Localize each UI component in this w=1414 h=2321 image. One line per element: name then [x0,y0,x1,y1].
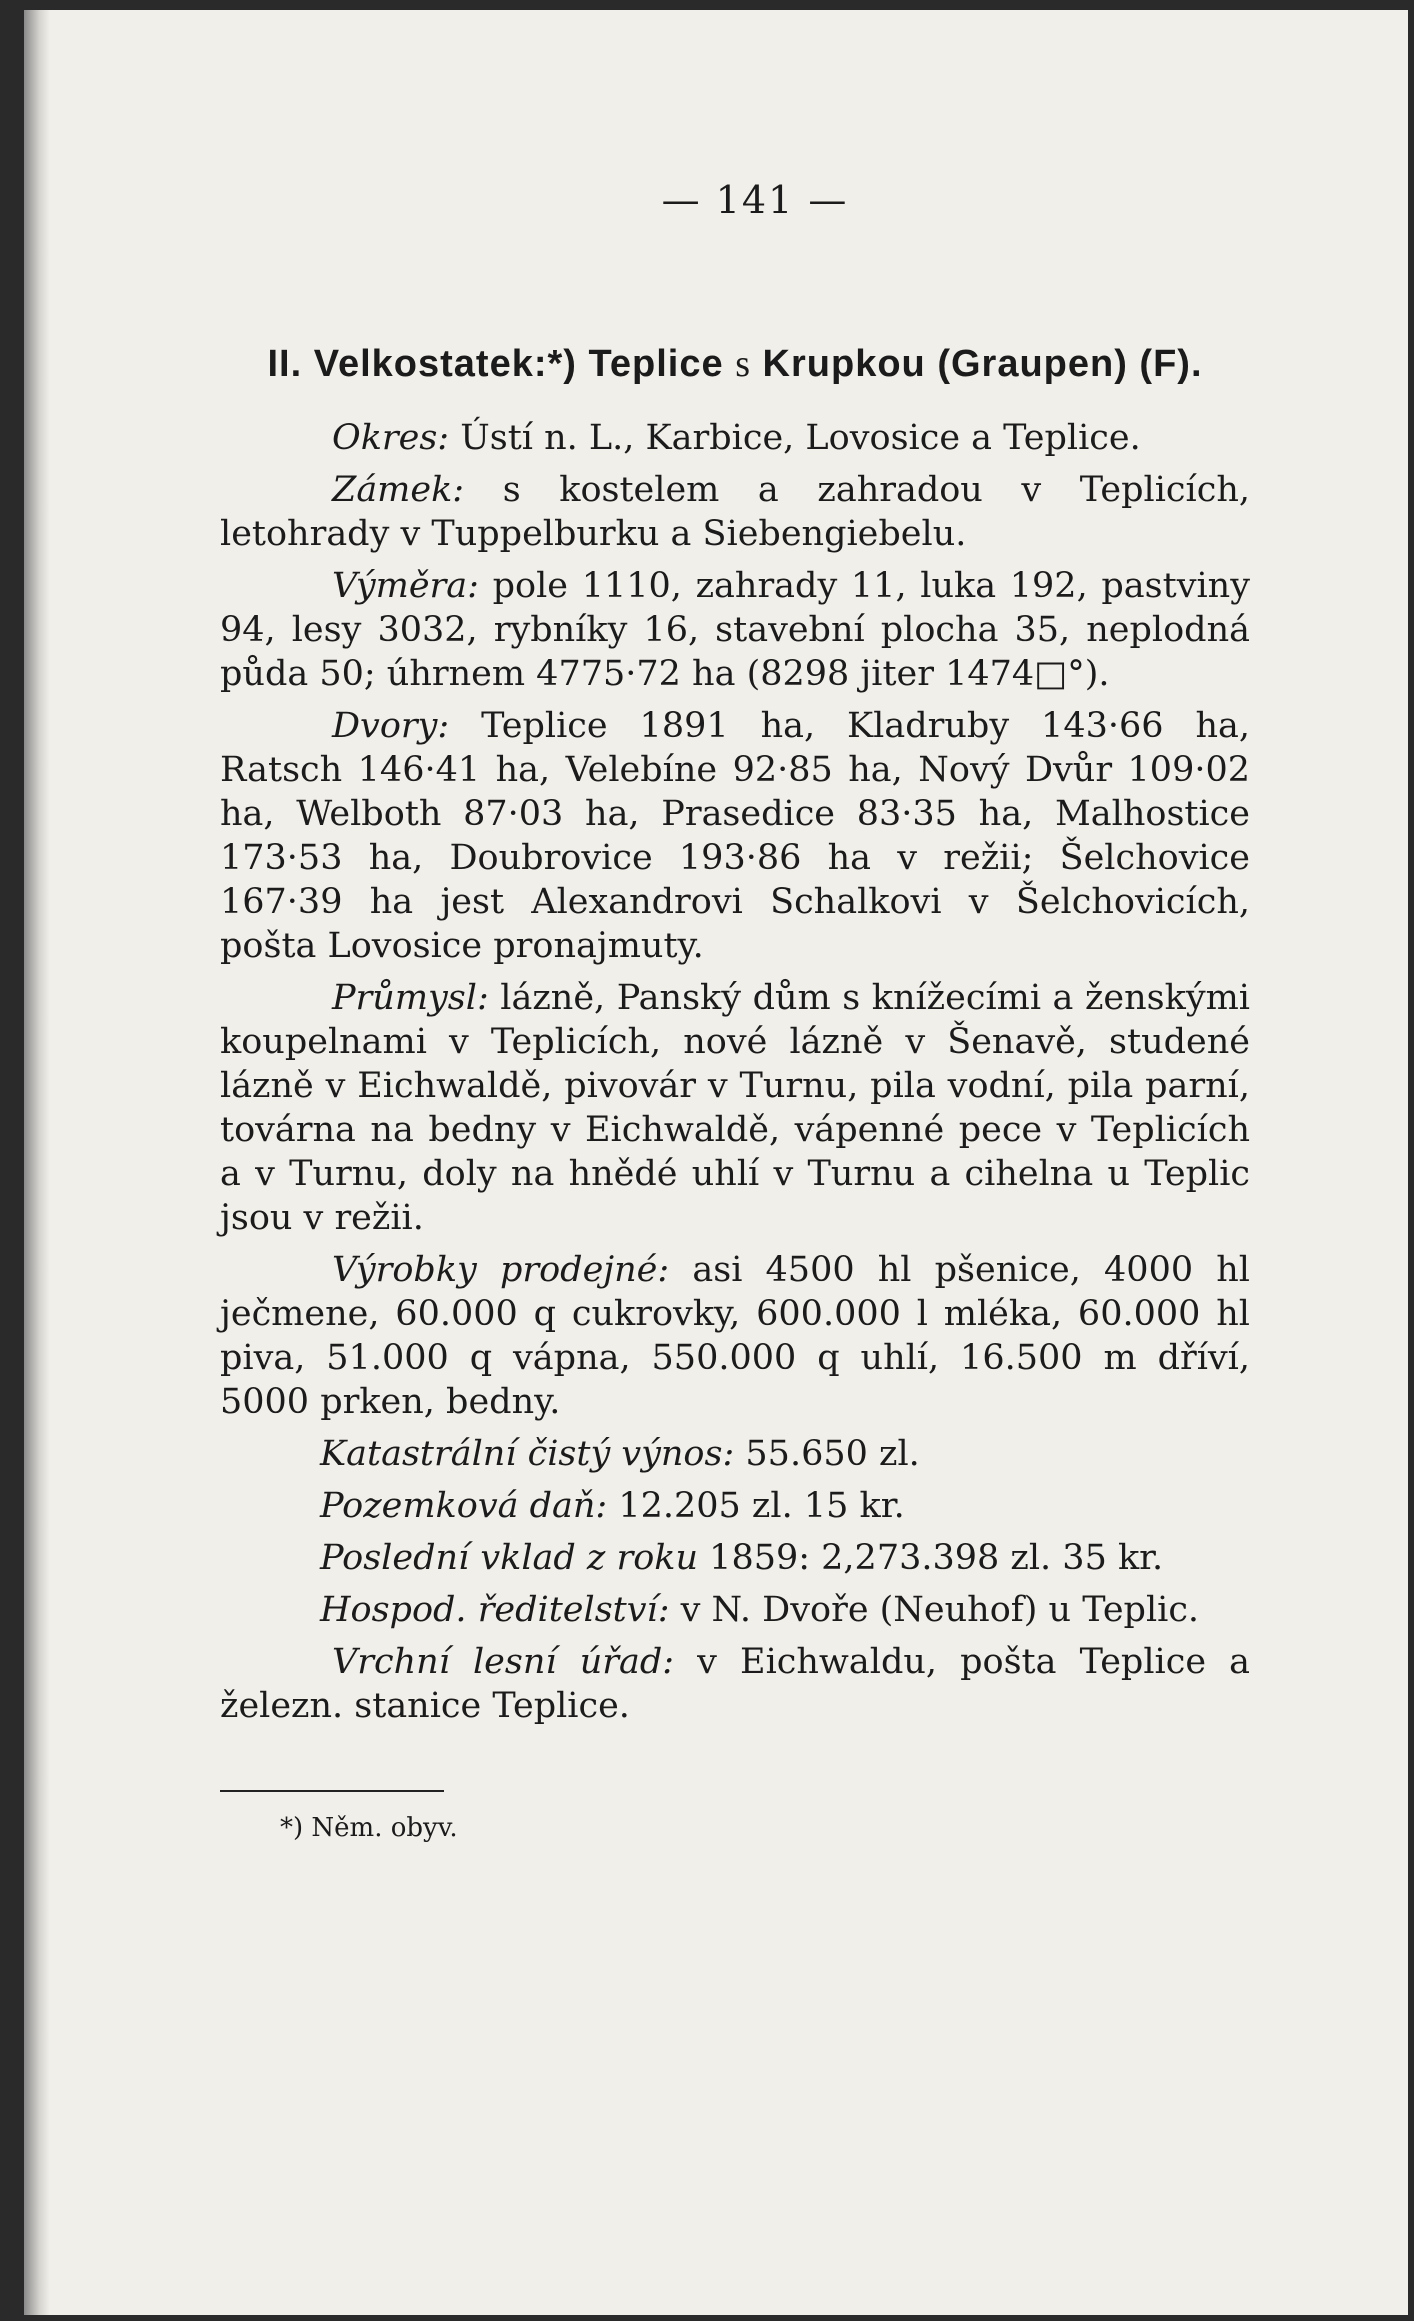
entry-prumysl [220,976,1250,1240]
entry-label: Vrchní lesní úřad: [332,1642,675,1682]
footnote: *) Něm. obyv. [280,1813,458,1843]
entry-label: Průmysl: [332,978,489,1018]
entry-label: Výrobky prodejné: [332,1250,670,1290]
entry-label: Poslední vklad z roku [320,1538,699,1578]
page-number: — 141 — [661,178,849,222]
entry-text: 55.650 zl. [745,1434,920,1474]
heading-number: II. [267,343,303,385]
entry-text: Ústí n. L., Karbice, Lovosice a Teplice. [460,418,1141,458]
heading-connector: s [735,343,751,385]
footnote-divider [220,1790,444,1792]
entry-vrchni [220,1640,1250,1728]
entry-text: s kostelem a zahradou v Teplicích, letohrady v Tuppelburku a Siebengiebelu. [220,470,1250,554]
entry-katastralni [220,1432,1250,1476]
entry-text: Teplice 1891 ha, Kladruby 143·66 ha, Ratsch 146·41 ha, Velebíne 92·85 ha, Nový Dvůr 109·02 ha, Welboth 87·03 ha, Prasedice 83·35 ha, Malhostice 173·53 ha, Doubrovice 193·86 ha v režii; Šelchovice 167·39 ha jest Alexandrovi Schalkovi v Šelchovicích, pošta Lovosice pronajmuty. [220,706,1250,966]
entry-okres [220,416,1250,460]
entry-text: asi 4500 hl pšenice, 4000 hl ječmene, 60.000 q cukrovky, 600.000 l mléka, 60.000 hl piva, 51.000 q vápna, 550.000 q uhlí, 16.500 m dříví, 5000 prken, bedny. [220,1250,1250,1422]
entry-vymera [220,564,1250,696]
entry-label: Katastrální čistý výnos: [320,1434,735,1474]
entry-label: Okres: [332,418,450,458]
page-edge-shadow [24,10,50,2315]
entry-label: Pozemková daň: [320,1486,608,1526]
entry-hospod [220,1588,1250,1632]
entry-vyrobky [220,1248,1250,1424]
entry-text: v Eichwaldu, pošta Teplice a železn. stanice Teplice. [220,1642,1251,1726]
entry-pozemkova [220,1484,1250,1528]
heading-rest: Krupkou (Graupen) (F). [762,343,1203,385]
entry-text: 12.205 zl. 15 kr. [618,1486,905,1526]
entry-label: Dvory: [332,706,450,746]
entry-text: pole 1110, zahrady 11, luka 192, pastviny 94, lesy 3032, rybníky 16, stavební plocha 35, neplodná půda 50; úhrnem 4775·72 ha (8298 jiter 1474□°). [220,566,1250,694]
page-content [220,178,1250,1850]
book-page [24,10,1408,2315]
entry-text: lázně, Panský dům s knížecími a ženskými koupelnami v Teplicích, nové lázně v Šenavě, studené lázně v Eichwaldě, pivovár v Turnu, pila vodní, pila parní, továrna na bedny v Eichwaldě, vápenné pece v Teplicích a v Turnu, doly na hnědé uhlí v Turnu a cihelna u Teplic jsou v režii. [220,978,1250,1238]
entry-label: Hospod. ředitelství: [320,1590,670,1630]
entry-label: Zámek: [332,470,465,510]
entry-text: 1859: 2,273.398 zl. 35 kr. [709,1538,1164,1578]
estate-heading [220,342,1250,386]
entry-zamek [220,468,1250,556]
entry-text: v N. Dvoře (Neuhof) u Teplic. [680,1590,1200,1630]
entry-vklad [220,1536,1250,1580]
entry-label: Výměra: [332,566,479,606]
entry-dvory [220,704,1250,968]
heading-name: Velkostatek:*) Teplice [313,343,724,385]
